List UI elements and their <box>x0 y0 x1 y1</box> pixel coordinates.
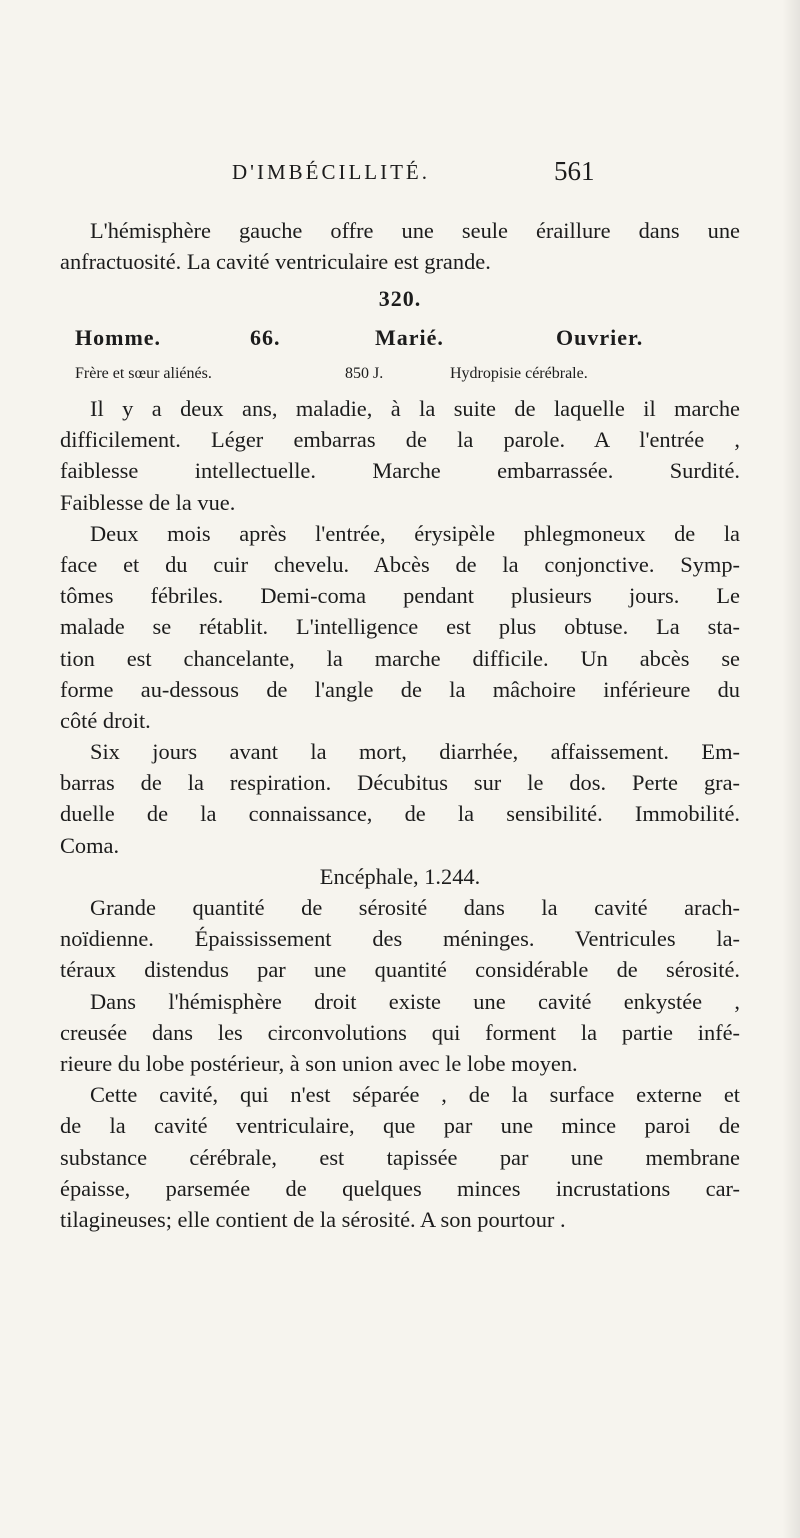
case-header <box>0 325 800 361</box>
text-line: Grande quantité de sérosité dans la cavité arach- <box>90 895 740 920</box>
page-edge-shadow <box>782 0 800 1538</box>
text-line: malade se rétablit. L'intelligence est plus obtuse. La sta- <box>60 614 740 640</box>
case-body <box>60 393 740 1235</box>
text-line: côté droit. <box>60 707 151 733</box>
text-line: noïdienne. Épaississement des méninges. Ventricules la- <box>60 926 740 952</box>
text-line: Dans l'hémisphère droit existe une cavité enkystée , <box>90 988 740 1014</box>
text-line: L'hémisphère gauche offre une seule éraillure dans une <box>90 218 740 243</box>
case-subheader <box>0 365 800 391</box>
case-occupation: Ouvrier. <box>556 325 644 350</box>
text-line: de la cavité ventriculaire, que par une mince paroi de <box>60 1113 740 1139</box>
running-head-title: D'IMBÉCILLITÉ. <box>232 160 431 184</box>
case-cause: Hydropisie cérébrale. <box>450 365 588 382</box>
text-line: Cette cavité, qui n'est séparée , de la surface externe et <box>90 1082 740 1108</box>
text-line: Il y a deux ans, maladie, à la suite de laquelle il marche <box>90 396 740 421</box>
text-line: épaisse, parsemée de quelques minces incrustations car- <box>60 1175 740 1201</box>
text-line: Six jours avant la mort, diarrhée, affaissement. Em- <box>90 739 740 765</box>
intro-paragraph <box>60 215 740 277</box>
text-line: rieure du lobe postérieur, à son union avec le lobe moyen. <box>60 1050 578 1076</box>
running-head <box>0 156 800 190</box>
text-line: anfractuosité. La cavité ventriculaire est grande. <box>60 249 491 275</box>
text-line: téraux distendus par une quantité considérable de sérosité. <box>60 957 740 983</box>
page-number: 561 <box>554 156 595 186</box>
text-line: face et du cuir chevelu. Abcès de la conjonctive. Symp- <box>60 551 740 577</box>
text-line: barras de la respiration. Décubitus sur le dos. Perte gra- <box>60 770 740 796</box>
case-duration: 850 J. <box>345 365 384 382</box>
case-age: 66. <box>250 325 281 350</box>
case-marital-status: Marié. <box>375 325 444 350</box>
text-line: Deux mois après l'entrée, érysipèle phlegmoneux de la <box>90 520 740 546</box>
text-line: Coma. <box>60 832 120 858</box>
text-line: tilagineuses; elle contient de la sérosité. A son pourtour . <box>60 1206 566 1232</box>
text-line: Faiblesse de la vue. <box>60 489 236 515</box>
text-line: substance cérébrale, est tapissée par une membrane <box>60 1144 740 1170</box>
text-line: creusée dans les circonvolutions qui forment la partie infé- <box>60 1019 740 1045</box>
text-line: tion est chancelante, la marche difficile. Un abcès se <box>60 645 740 671</box>
text-line: difficilement. Léger embarras de la parole. A l'entrée , <box>60 427 740 453</box>
case-family-history: Frère et sœur aliénés. <box>75 365 212 382</box>
text-line: duelle de la connaissance, de la sensibilité. Immobilité. <box>60 801 740 827</box>
case-number: 320. <box>378 286 422 311</box>
case-sex: Homme. <box>75 325 162 350</box>
encephale-weight: Encéphale, 1.244. <box>319 863 481 889</box>
text-line: forme au-dessous de l'angle de la mâchoire inférieure du <box>60 676 740 702</box>
text-line: tômes fébriles. Demi-coma pendant plusieurs jours. Le <box>60 583 740 609</box>
text-line: faiblesse intellectuelle. Marche embarrassée. Surdité. <box>60 458 740 484</box>
